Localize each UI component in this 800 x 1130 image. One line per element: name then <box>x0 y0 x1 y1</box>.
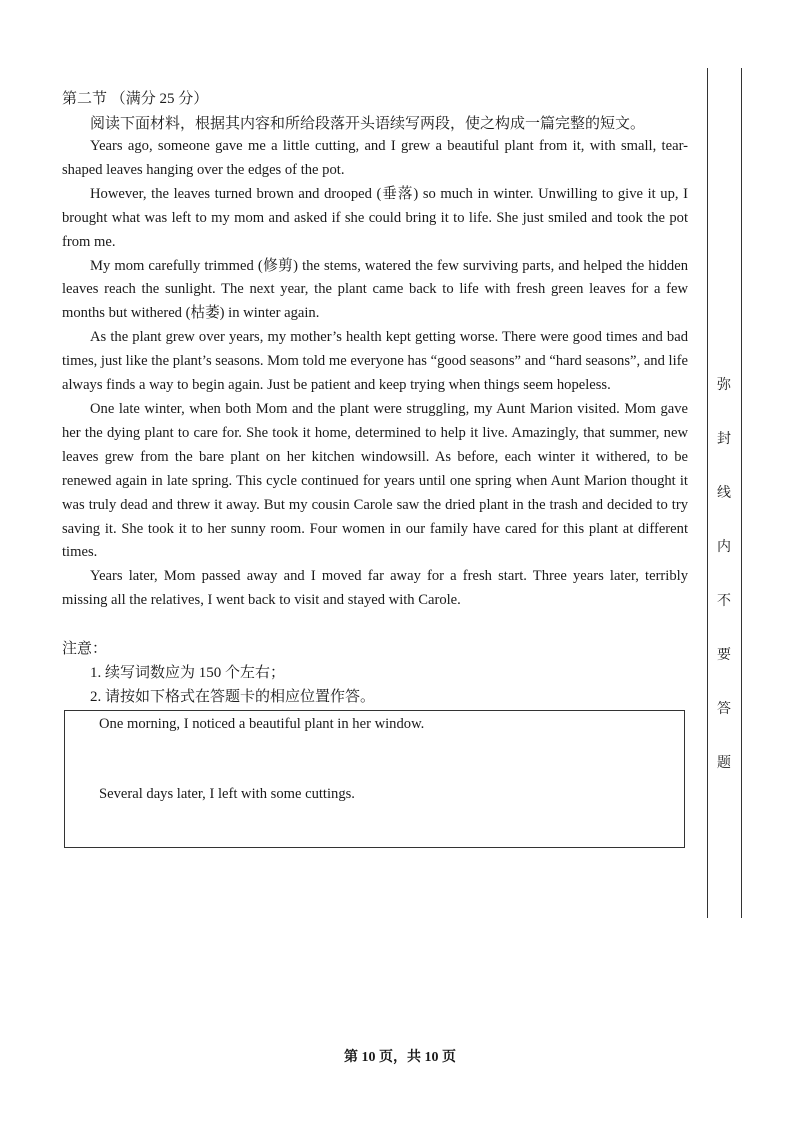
seal-line-notice <box>711 374 737 774</box>
seal-char: 题 <box>717 752 731 774</box>
passage-paragraph: One late winter, when both Mom and the plant were struggling, my Aunt Marion visited. Mom gave her the dying plant to care for. She took it home, determined to help it live. Amazingly, that summer, new leaves grew from the bare plant on her kitchen windowsill. As before, each winter it withered, to be renewed again in late spring. This cycle continued for years until one spring when Aunt Marion thought it was truly dead and threw it away. But my cousin Carole saw the dried plant in the trash and decided to try saving it. She took it to her sunny room. Four women in our family have cared for this plant at different times. <box>62 400 688 561</box>
seal-line-right <box>741 68 742 918</box>
seal-char: 答 <box>717 698 731 720</box>
note-item: 2. 请按如下格式在答题卡的相应位置作答。 <box>90 689 376 705</box>
passage-paragraph: My mom carefully trimmed (修剪) the stems, watered the few surviving parts, and helped the hidden leaves reach the sunlight. The next year, the plant came back to life with fresh green leaves for a few months but withered (枯萎) in winter again. <box>62 257 688 322</box>
page-number: 第 10 页，共 10 页 <box>344 1050 456 1065</box>
notes-section <box>62 637 375 709</box>
answer-format-box <box>64 710 685 848</box>
note-item: 1. 续写词数应为 150 个左右； <box>90 665 286 681</box>
seal-char: 不 <box>717 590 731 612</box>
seal-char: 要 <box>717 644 731 666</box>
passage-paragraph: However, the leaves turned brown and drooped (垂落) so much in winter. Unwilling to give it up, I brought what was left to my mom and asked if she could bring it to life. She just smiled and took the pot from me. <box>62 185 688 250</box>
reading-passage <box>62 135 688 613</box>
passage-paragraph: Years later, Mom passed away and I moved far away for a fresh start. Three years later, terribly missing all the relatives, I went back to visit and stayed with Carole. <box>62 568 688 609</box>
seal-char: 内 <box>717 536 731 558</box>
seal-char: 线 <box>717 482 731 504</box>
notes-heading: 注意： <box>62 641 108 657</box>
seal-line-left <box>707 68 708 918</box>
task-instruction: 阅读下面材料，根据其内容和所给段落开头语续写两段，使之构成一篇完整的短文。 <box>90 116 646 132</box>
seal-char: 封 <box>717 428 731 450</box>
paragraph-starter-2: Several days later, I left with some cuttings. <box>99 786 355 802</box>
paragraph-starter-1: One morning, I noticed a beautiful plant in her window. <box>99 716 425 732</box>
passage-paragraph: As the plant grew over years, my mother’s health kept getting worse. There were good times and bad times, just like the plant’s seasons. Mom told me everyone has “good seasons” and “hard seasons”, and life always finds a way to begin again. Just be patient and keep trying when things seem hopeless. <box>62 329 688 394</box>
passage-paragraph: Years ago, someone gave me a little cutting, and I grew a beautiful plant from it, with small, tear-shaped leaves hanging over the edges of the pot. <box>62 138 688 178</box>
section-title: 第二节 （满分 25 分） <box>62 91 209 107</box>
seal-char: 弥 <box>717 374 731 396</box>
